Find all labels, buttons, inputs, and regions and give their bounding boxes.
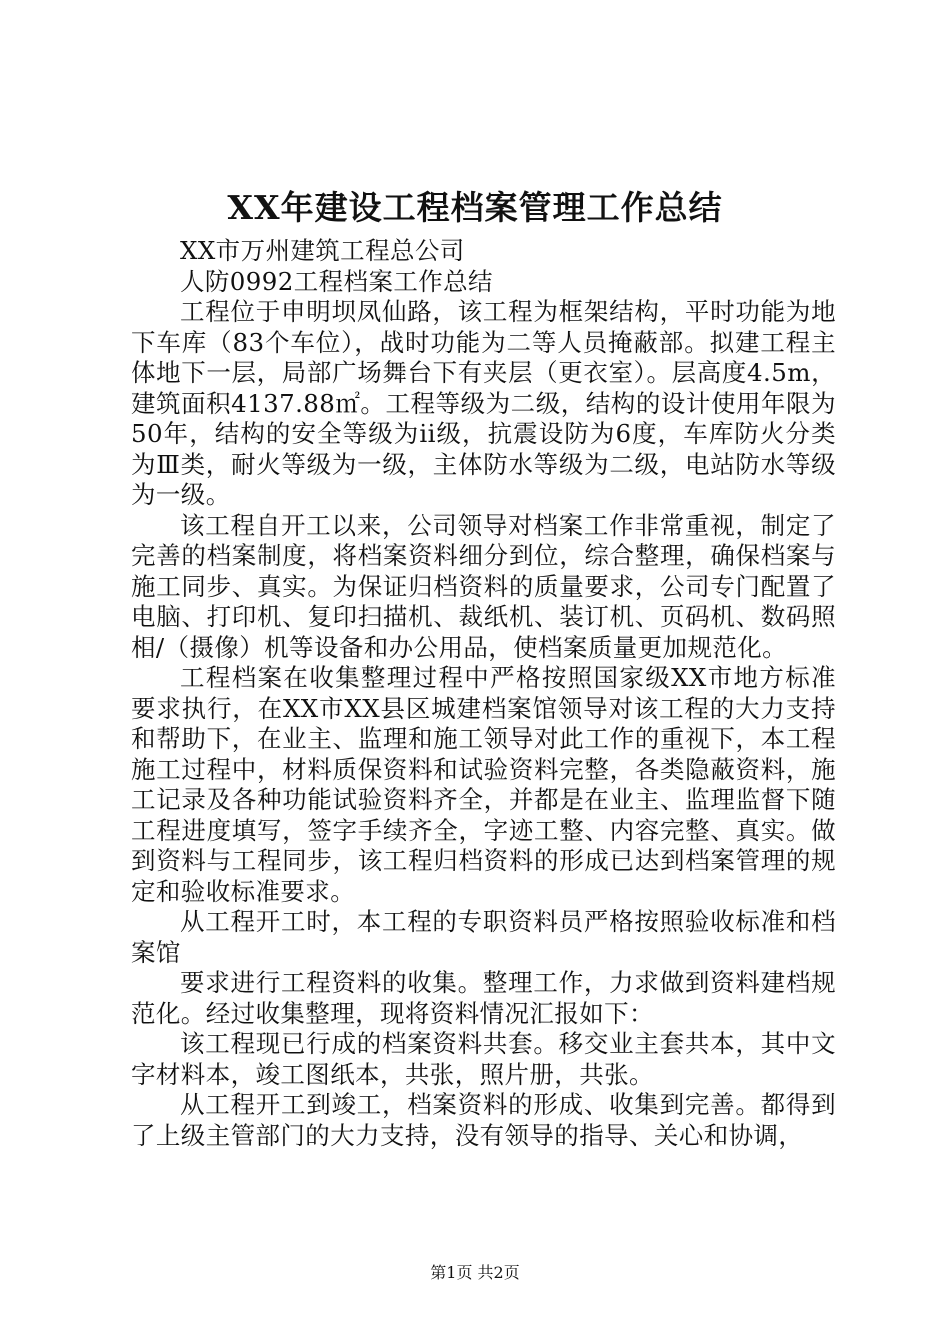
paragraph-collection-start: 从工程开工时，本工程的专职资料员严格按照验收标准和档案馆 <box>131 907 836 967</box>
document-title: XX年建设工程档案管理工作总结 <box>227 188 723 227</box>
document-body <box>131 236 836 1151</box>
paragraph-standards: 工程档案在收集整理过程中严格按照国家级XX市地方标准要求执行，在XX市XX县区城建档案馆领导对该工程的大力支持和帮助下，在业主、监理和施工领导对此工作的重视下，本工程施工过程中，材料质保资料和试验资料完整，各类隐蔽资料，施工记录及各种功能试验资料齐全，并都是在业主、监理监督下随工程进度填写，签字手续齐全，字迹工整、内容完整、真实。做到资料与工程同步，该工程归档资料的形成已达到档案管理的规定和验收标准要求。 <box>131 663 836 906</box>
page-number-footer: 第1页 共2页 <box>430 1263 520 1282</box>
paragraph-archive-count: 该工程现已行成的档案资料共套。移交业主套共本，其中文字材料本，竣工图纸本，共张，照片册，共张。 <box>131 1029 836 1089</box>
paragraph-support: 从工程开工到竣工，档案资料的形成、收集到完善。都得到了上级主管部门的大力支持，没有领导的指导、关心和协调， <box>131 1090 836 1150</box>
paragraph-management: 该工程自开工以来，公司领导对档案工作非常重视，制定了完善的档案制度，将档案资料细分到位，综合整理，确保档案与施工同步、真实。为保证归档资料的质量要求，公司专门配置了电脑、打印机、复印扫描机、裁纸机、装订机、页码机、数码照相/（摄像）机等设备和办公用品，使档案质量更加规范化。 <box>131 510 836 662</box>
paragraph-collection-requirements: 要求进行工程资料的收集。整理工作，力求做到资料建档规范化。经过收集整理，现将资料情况汇报如下： <box>131 968 836 1028</box>
paragraph-project-overview: 工程位于申明坝凤仙路，该工程为框架结构，平时功能为地下车库（83个车位），战时功能为二等人员掩蔽部。拟建工程主体地下一层，局部广场舞台下有夹层（更衣室）。层高度4.5m，建筑面积4137.88㎡。工程等级为二级，结构的设计使用年限为50年，结构的安全等级为ii级，抗震设防为6度，车库防火分类为Ⅲ类，耐火等级为一级，主体防水等级为二级，电站防水等级为一级。 <box>131 297 836 509</box>
subtitle-line: 人防0992工程档案工作总结 <box>180 266 493 296</box>
company-line: XX市万州建筑工程总公司 <box>180 236 465 265</box>
